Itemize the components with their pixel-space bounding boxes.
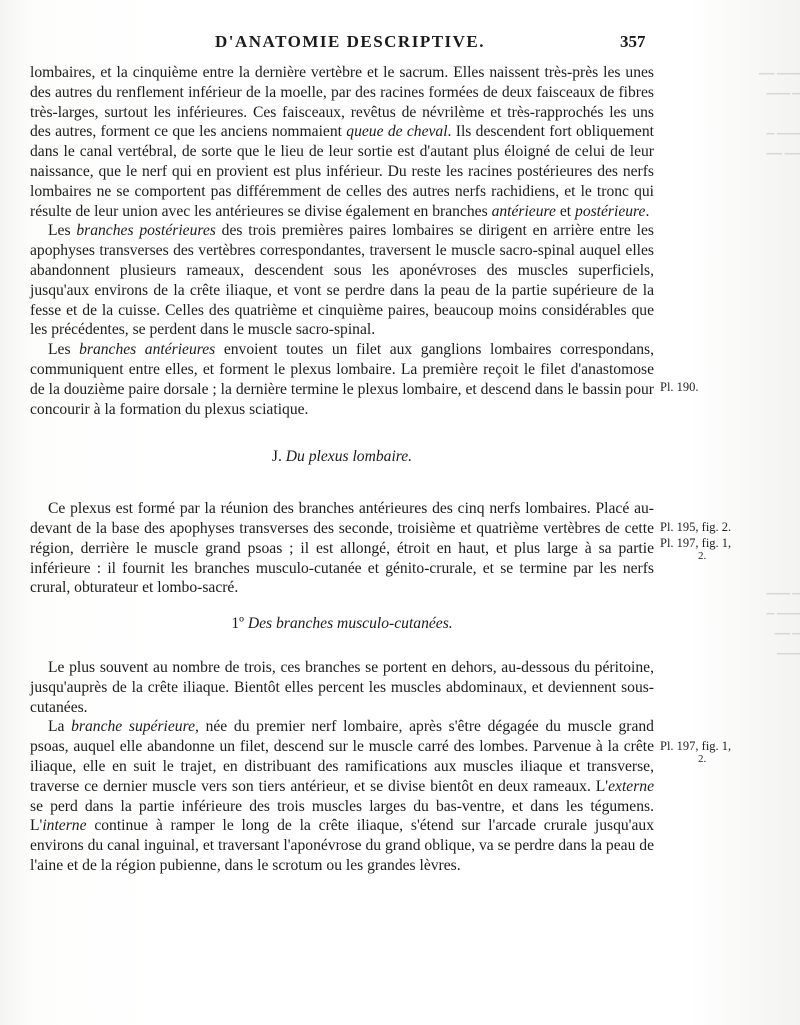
text-run: . Ils descendent fort obliquement dans le canal vertébral, de sorte que le lieu de leur sortie est d'autant plus éloigné de celui de leur naissance, que le nerf qui en provient est plus inférieur. Du reste les racines postérieures des nerfs lombaires ne se comportent pas différemment de celles des autres nerfs rachidiens, et le tronc qui résulte de leur union avec les antérieures se divise également en branches <box>30 123 654 220</box>
text-run: Ce plexus est formé par la réunion des branches antérieures des cinq nerfs lombaires. Placé au-devant de la base des apophyses transverses des seconde, troisième et quatrième vertèbres de cette région, derrière le muscle grand psoas ; il est allongé, étroit en haut, et plus large à sa partie inférieure : il fournit les branches musculo-cutanée et génito-crurale, et se termine par les nerfs crural, obturateur et lombo-sacré. <box>30 500 654 597</box>
italic-term: interne <box>42 817 87 835</box>
italic-term: queue de cheval <box>346 123 448 141</box>
margin-reference <box>660 381 699 394</box>
text-run: . <box>645 202 650 220</box>
text-run: se perd dans la partie inférieure des trois muscles larges du bas-ventre, et dans les tégumens. L' <box>30 797 654 835</box>
margin-reference <box>660 740 731 766</box>
margin-reference-sub: 2. <box>698 550 707 562</box>
paragraph <box>30 221 654 340</box>
margin-reference <box>660 521 731 534</box>
paragraph <box>30 717 654 875</box>
page-number: 357 <box>620 32 646 51</box>
paragraph <box>30 499 654 598</box>
subsection-heading-title: Des branches musculo-cutanées. <box>247 615 453 633</box>
bleed-through-texture: ▁▁▁ ▁ ▁ ▁▁▁ ▁▁ ▁ ▁▁▁ <box>766 584 800 655</box>
text-run: Les <box>48 222 77 240</box>
paragraph <box>30 340 654 419</box>
paragraph <box>30 63 654 221</box>
page-header <box>0 30 800 56</box>
italic-term: branches postérieures <box>76 222 216 240</box>
text-run: Le plus souvent au nombre de trois, ces branches se portent en dehors, au-dessous du péritoine, jusqu'auprès de la crête iliaque. Bientôt elles percent les muscles abdominaux, et deviennent sous-cutanées. <box>30 658 654 716</box>
running-head: D'ANATOMIE DESCRIPTIVE. <box>215 32 486 51</box>
margin-reference-main: Pl. 195, fig. 2. <box>660 520 732 534</box>
italic-term: branches antérieures <box>79 341 216 359</box>
text-run: lombaires, et la cinquième entre la dernière vertèbre et le sacrum. Elles naissent très-près les unes des autres du renflement inférieur de la moelle, par des racines formées de deux faisceaux de fibres très-larges, surtout les inférieures. Ces faisceaux, revêtus de névrilème et très-rapprochés les uns des autres, forment ce que les anciens nommaient <box>30 64 654 141</box>
margin-reference-main: Pl. 197, fig. 1, <box>660 739 732 753</box>
section-heading <box>30 447 654 467</box>
text-run: continue à ramper le long de la crête iliaque, s'étend sur l'arcade crurale jusqu'aux environs du canal inguinal, et traversant l'aponévrose du grand oblique, va se perdre dans la peau de l'aine et de la région pubienne, dans le scrotum ou les grandes lèvres. <box>30 817 654 874</box>
italic-term: branche supérieure <box>71 718 196 736</box>
paragraph <box>30 658 654 717</box>
italic-term: postérieure <box>575 202 646 220</box>
italic-term: antérieure <box>491 202 556 220</box>
italic-term: externe <box>608 777 654 795</box>
text-run: Les <box>48 341 80 359</box>
margin-reference-main: Pl. 197, fig. 1, <box>660 536 732 550</box>
subsection-heading-prefix: 1º <box>231 615 248 633</box>
body-text <box>30 63 654 876</box>
section-heading-prefix: J. <box>271 448 286 466</box>
text-run: des trois premières paires lombaires se dirigent en arrière entre les apophyses transverses des vertèbres correspondantes, traversent le muscle sacro-spinal auquel elles abandonnent plusieurs rameaux, descendent sous les aponévroses des muscles superficiels, jusqu'aux environs de la crête iliaque, et vont se perdre dans la peau de la partie supérieure de la fesse et de la cuisse. Celles des quatrième et cinquième paires, beaucoup moins considérables que les précédentes, se perdent dans le muscle sacro-spinal. <box>30 222 654 339</box>
margin-reference <box>660 537 731 563</box>
bleed-through-texture: ▁▁ ▁▁▁ ▁▁▁ ▁ ▁ ▁▁▁ ▁▁ ▁▁ <box>759 64 800 155</box>
text-run: La <box>48 718 72 736</box>
margin-reference-sub: 2. <box>698 753 707 765</box>
text-run: envoient toutes un filet aux ganglions lombaires correspondans, communiquent entre elles, et forment le plexus lombaire. La première reçoit le filet d'anastomose de la douzième paire dorsale ; la dernière termine le plexus lombaire, et descend dans le bassin pour concourir à la formation du plexus sciatique. <box>30 341 655 418</box>
subsection-heading <box>30 614 654 634</box>
text-run: et <box>555 202 576 220</box>
text-run: , née du premier nerf lombaire, après s'être dégagée du muscle grand psoas, auquel elle abandonne un filet, descend sur le muscle carré des lombes. Parvenue à la crête iliaque, elle en suit le trajet, en distribuant des ramifications aux muscles iliaque et transverse, traverse ce dernier muscle vers son tiers antérieur, et se divise bientôt en deux rameaux. L' <box>30 718 654 795</box>
section-heading-title: Du plexus lombaire. <box>285 448 413 466</box>
margin-reference-main: Pl. 190. <box>660 380 699 394</box>
